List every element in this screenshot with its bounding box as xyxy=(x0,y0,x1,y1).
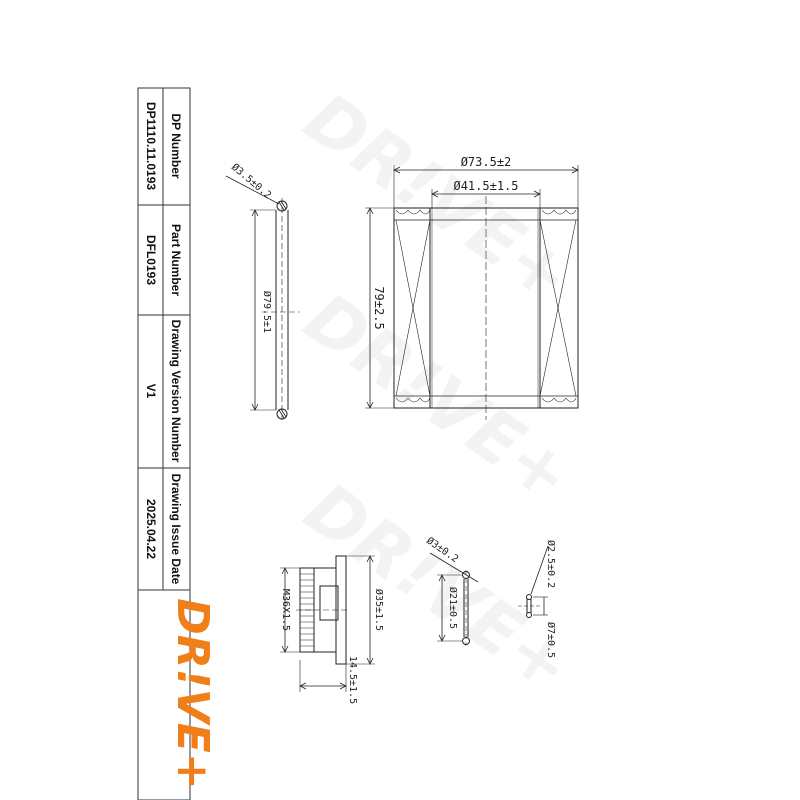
issue-date-value: 2025.04.22 xyxy=(144,498,158,560)
part-number-label: Part Number xyxy=(169,223,183,297)
large-oring-cross-section-label: Ø3.5±0.2 xyxy=(229,161,274,202)
dp-number-value: DP1110.11.0193 xyxy=(144,101,158,191)
plug-length-label: 14.5±1.5 xyxy=(347,655,358,705)
issue-date-label: Drawing Issue Date xyxy=(169,473,183,585)
part-number-value: DFL0193 xyxy=(144,234,158,286)
watermark xyxy=(290,77,587,709)
large-oring-diameter-label: Ø79.5±1 xyxy=(261,290,272,334)
medium-oring-diameter-label: Ø21±0.5 xyxy=(447,586,458,630)
small-oring-diameter-label: Ø7±0.5 xyxy=(545,622,556,659)
drive-logo: DR!VE+ xyxy=(167,598,218,790)
drawing-version-value: V1 xyxy=(144,383,158,399)
small-oring-cross-section-label: Ø2.5±0.2 xyxy=(545,540,556,589)
filter-inner-diameter-label: Ø41.5±1.5 xyxy=(453,179,519,193)
plug-flange-diameter-label: Ø35±1.5 xyxy=(373,588,384,632)
filter-outer-diameter-label: Ø73.5±2 xyxy=(460,155,512,169)
title-block xyxy=(138,88,218,800)
dp-number-label: DP Number xyxy=(169,113,183,179)
medium-oring-cross-section-label: Ø3±0.2 xyxy=(424,535,461,566)
filter-height-label: 79±2.5 xyxy=(372,286,386,330)
plug-thread-label: M36X1.5 xyxy=(280,588,291,632)
drawing-version-label: Drawing Version Number xyxy=(169,319,183,463)
